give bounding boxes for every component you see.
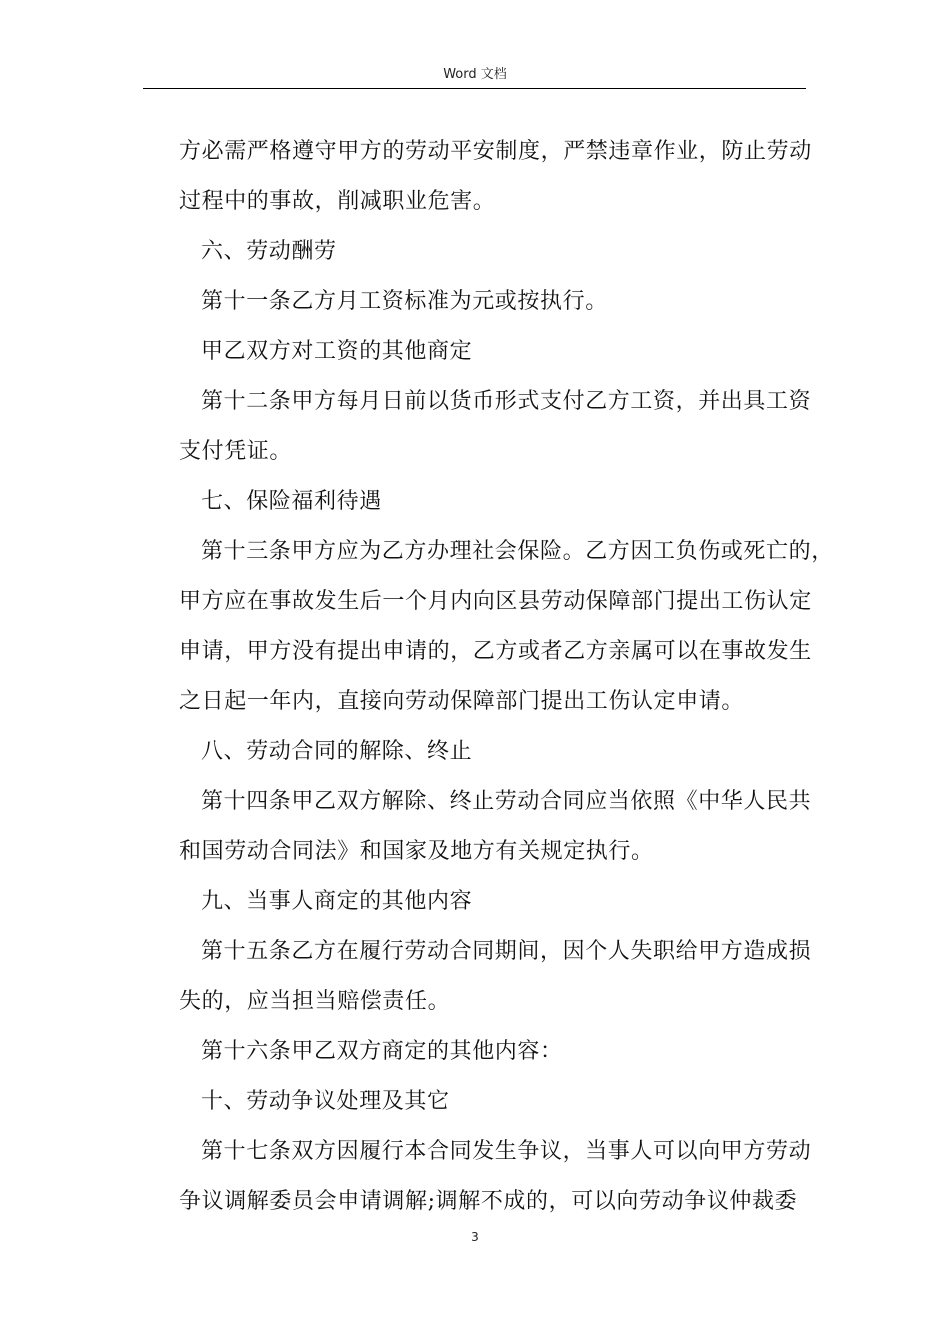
- body-line: 第十一条乙方月工资标准为元或按执行。: [201, 289, 608, 314]
- page-number: 3: [471, 1230, 479, 1244]
- body-line: 第十六条甲乙双方商定的其他内容：: [201, 1039, 563, 1064]
- body-line: 和国劳动合同法》和国家及地方有关规定执行。: [179, 839, 654, 864]
- body-line: 过程中的事故，削减职业危害。: [179, 189, 496, 214]
- body-line: 第十五条乙方在履行劳动合同期间，因个人失职给甲方造成损: [201, 939, 812, 964]
- section-heading: 七、保险福利待遇: [201, 489, 382, 514]
- section-heading: 十、劳动争议处理及其它: [201, 1089, 450, 1114]
- header-divider: [143, 88, 806, 89]
- section-heading: 九、当事人商定的其他内容: [201, 889, 473, 914]
- body-line: 甲乙双方对工资的其他商定: [201, 339, 473, 364]
- section-heading: 六、劳动酬劳: [201, 239, 337, 264]
- body-line: 第十三条甲方应为乙方办理社会保险。乙方因工负伤或死亡的，: [201, 539, 834, 564]
- page-header-title: Word 文档: [443, 67, 507, 82]
- body-line: 之日起一年内，直接向劳动保障部门提出工伤认定申请。: [179, 689, 745, 714]
- body-line: 方必需严格遵守甲方的劳动平安制度，严禁违章作业，防止劳动: [179, 139, 812, 164]
- document-body: [179, 127, 834, 1227]
- section-heading: 八、劳动合同的解除、终止: [201, 739, 473, 764]
- body-line: 申请，甲方没有提出申请的，乙方或者乙方亲属可以在事故发生: [179, 639, 812, 664]
- body-line: 争议调解委员会申请调解;调解不成的，可以向劳动争议仲裁委: [179, 1189, 798, 1214]
- body-line: 第十七条双方因履行本合同发生争议，当事人可以向甲方劳动: [201, 1139, 812, 1164]
- body-line: 支付凭证。: [179, 439, 293, 464]
- body-line: 第十四条甲乙双方解除、终止劳动合同应当依照《中华人民共: [201, 789, 812, 814]
- body-line: 失的，应当担当赔偿责任。: [179, 989, 451, 1014]
- body-line: 甲方应在事故发生后一个月内向区县劳动保障部门提出工伤认定: [179, 589, 812, 614]
- body-line: 第十二条甲方每月日前以货币形式支付乙方工资，并出具工资: [201, 389, 812, 414]
